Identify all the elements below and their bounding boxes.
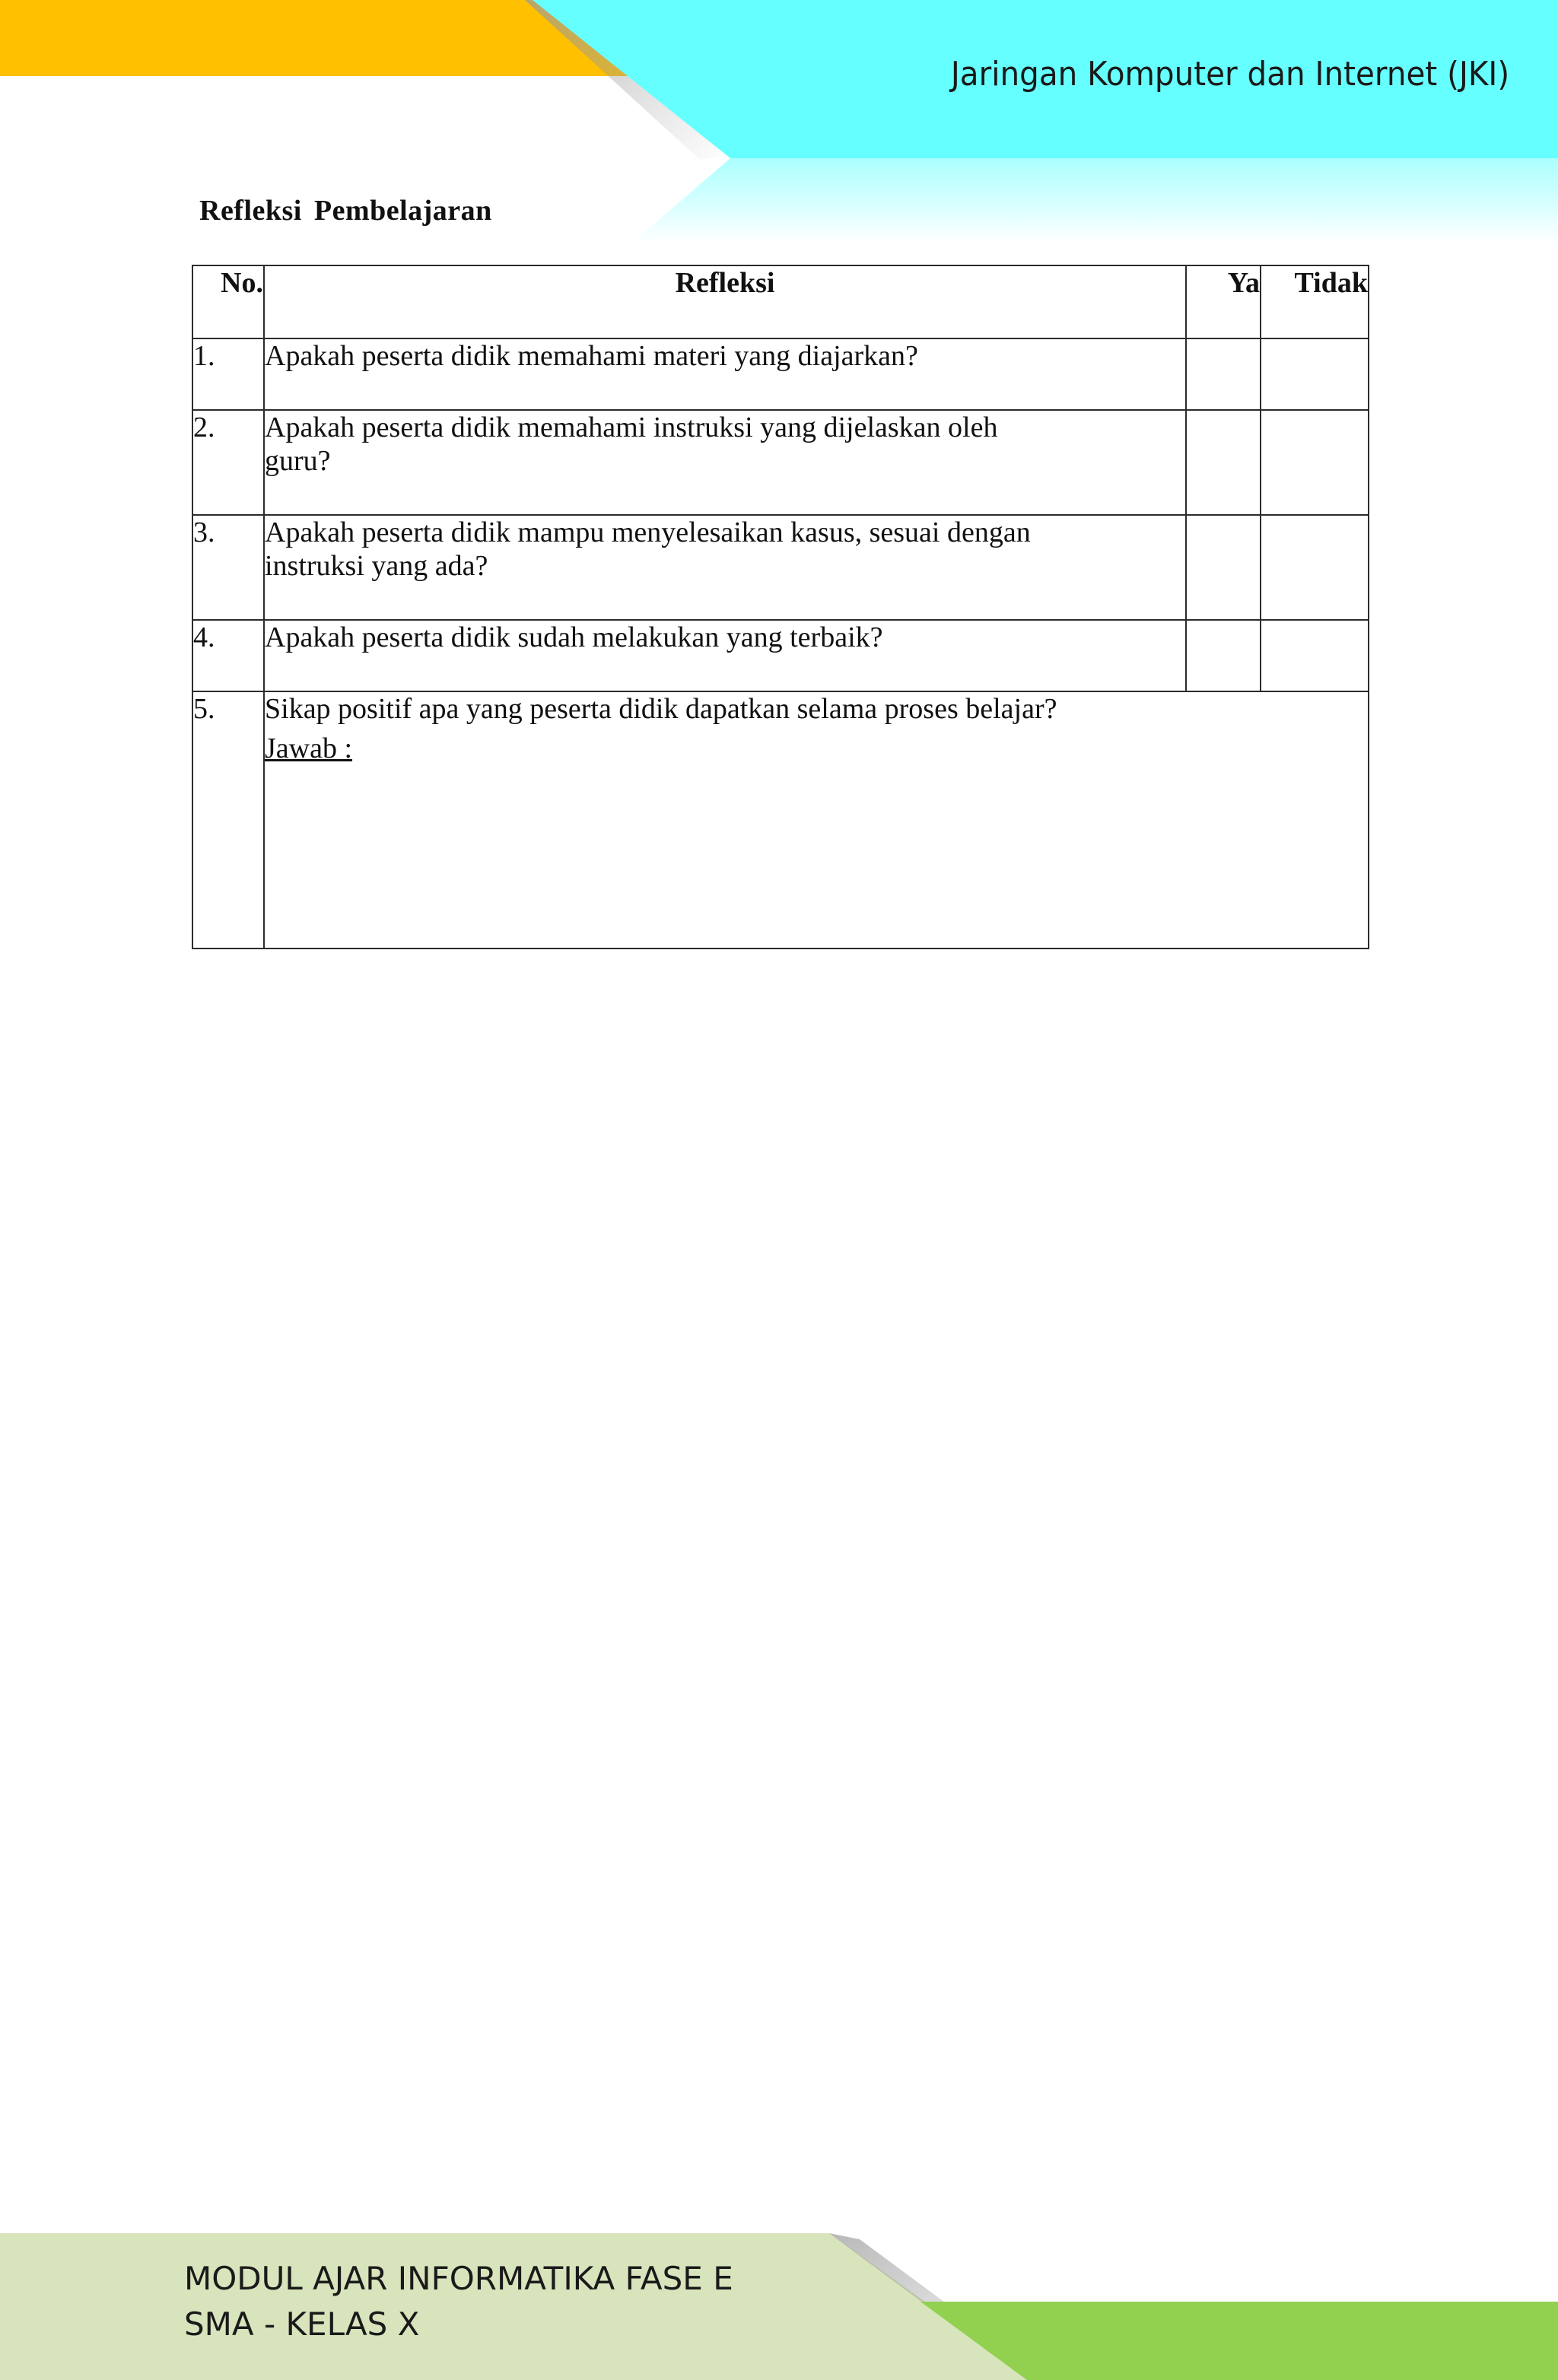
tidak-checkbox-cell[interactable] [1261, 338, 1369, 410]
answer-label: Jawab : [265, 732, 353, 764]
column-header-tidak: Tidak [1261, 265, 1369, 338]
column-header-no: No. [192, 265, 264, 338]
tidak-checkbox-cell[interactable] [1261, 410, 1369, 515]
header-cyan-fade [631, 158, 1558, 243]
footer-line-1: MODUL AJAR INFORMATIKA FASE E [184, 2260, 733, 2297]
header-title: Jaringan Komputer dan Internet (JKI) [950, 55, 1509, 94]
table-row [192, 410, 1369, 515]
header-yellow-band [0, 0, 631, 76]
question-text: Apakah peserta didik memahami materi yang diajarkan? [265, 340, 918, 372]
table-row [192, 338, 1369, 410]
question-text: Apakah peserta didik sudah melakukan yang terbaik? [265, 621, 883, 653]
tidak-checkbox-cell[interactable] [1261, 620, 1369, 691]
footer-green-band [920, 2302, 1558, 2380]
question-cell [264, 620, 1186, 691]
ya-checkbox-cell[interactable] [1186, 338, 1261, 410]
open-question-cell[interactable] [264, 691, 1369, 949]
question-text-continued: guru? [265, 445, 331, 477]
row-number: 2. [192, 410, 264, 515]
reflection-table [192, 265, 1369, 949]
table-row [192, 515, 1369, 620]
question-cell [264, 515, 1186, 620]
row-number: 1. [192, 338, 264, 410]
column-header-ya: Ya [1186, 265, 1261, 338]
question-text: Apakah peserta didik mampu menyelesaikan kasus, sesuai dengan [265, 516, 1031, 548]
ya-checkbox-cell[interactable] [1186, 410, 1261, 515]
footer-line-2: SMA - KELAS X [184, 2305, 420, 2343]
question-text: Sikap positif apa yang peserta didik dapatkan selama proses belajar? [265, 693, 1057, 725]
row-number: 4. [192, 620, 264, 691]
column-header-refleksi: Refleksi [264, 265, 1186, 338]
question-cell [264, 338, 1186, 410]
table-row [192, 691, 1369, 949]
row-number: 3. [192, 515, 264, 620]
section-title: Refleksi Pembelajaran [199, 195, 492, 227]
footer-module-title [184, 2256, 733, 2347]
table-header-row [192, 265, 1369, 338]
question-text: Apakah peserta didik memahami instruksi yang dijelaskan oleh [265, 411, 998, 443]
question-text-continued: instruksi yang ada? [265, 550, 488, 582]
tidak-checkbox-cell[interactable] [1261, 515, 1369, 620]
question-cell [264, 410, 1186, 515]
row-number: 5. [192, 691, 264, 949]
table-row [192, 620, 1369, 691]
ya-checkbox-cell[interactable] [1186, 515, 1261, 620]
ya-checkbox-cell[interactable] [1186, 620, 1261, 691]
